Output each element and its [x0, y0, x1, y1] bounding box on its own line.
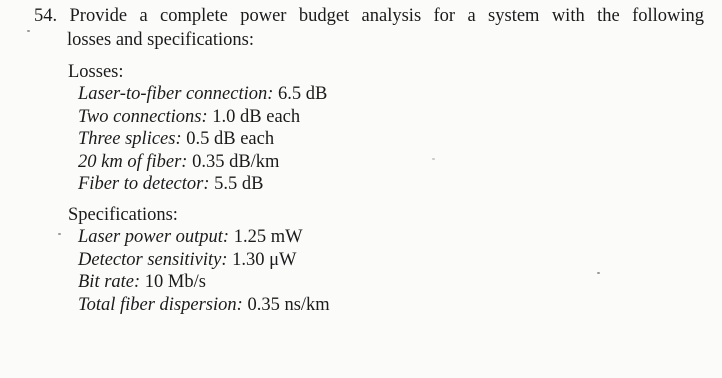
spec-item [68, 249, 330, 272]
specifications-heading: Specifications: [68, 205, 178, 225]
loss-value: 6.5 dB [278, 84, 328, 104]
loss-label: Laser-to-fiber connection: [78, 84, 274, 104]
scan-speck [432, 158, 435, 160]
spec-value: 1.30 μW [232, 249, 297, 270]
spec-label: Laser power output: [78, 227, 230, 247]
loss-item [68, 173, 327, 196]
spec-item [68, 226, 330, 249]
spec-label: Total fiber dispersion: [78, 294, 243, 315]
loss-label: Two connections: [78, 106, 208, 127]
loss-item [68, 106, 327, 129]
spec-label: Detector sensitivity: [78, 249, 228, 270]
spec-label: Bit rate: [78, 272, 141, 292]
problem-number: 54. [34, 6, 58, 26]
loss-label: Three splices: [78, 129, 182, 149]
scan-speck [597, 272, 600, 274]
loss-value: 0.5 dB each [186, 129, 275, 149]
loss-item [68, 83, 327, 106]
spec-value: 1.25 mW [233, 227, 303, 247]
specifications-section [68, 204, 330, 316]
loss-label: Fiber to detector: [78, 174, 210, 194]
spec-item [68, 271, 330, 294]
loss-label: 20 km of fiber: [78, 151, 188, 172]
problem-text-line-2: losses and specifications: [67, 30, 255, 50]
losses-heading: Losses: [68, 62, 124, 82]
loss-value: 0.35 dB/km [192, 151, 280, 172]
losses-section [68, 61, 327, 196]
spec-item [68, 294, 330, 317]
loss-value: 5.5 dB [214, 174, 264, 194]
problem-line-1 [34, 4, 704, 28]
scan-speck [58, 233, 61, 235]
spec-value: 0.35 ns/km [247, 294, 330, 315]
problem-statement [34, 4, 704, 52]
loss-item [68, 151, 327, 174]
spec-value: 10 Mb/s [144, 272, 206, 292]
loss-value: 1.0 dB each [212, 106, 301, 127]
loss-item [68, 128, 327, 151]
problem-text-line-1: Provide a complete power budget analysis for a system with the following [69, 6, 705, 26]
scan-speck [27, 30, 30, 32]
